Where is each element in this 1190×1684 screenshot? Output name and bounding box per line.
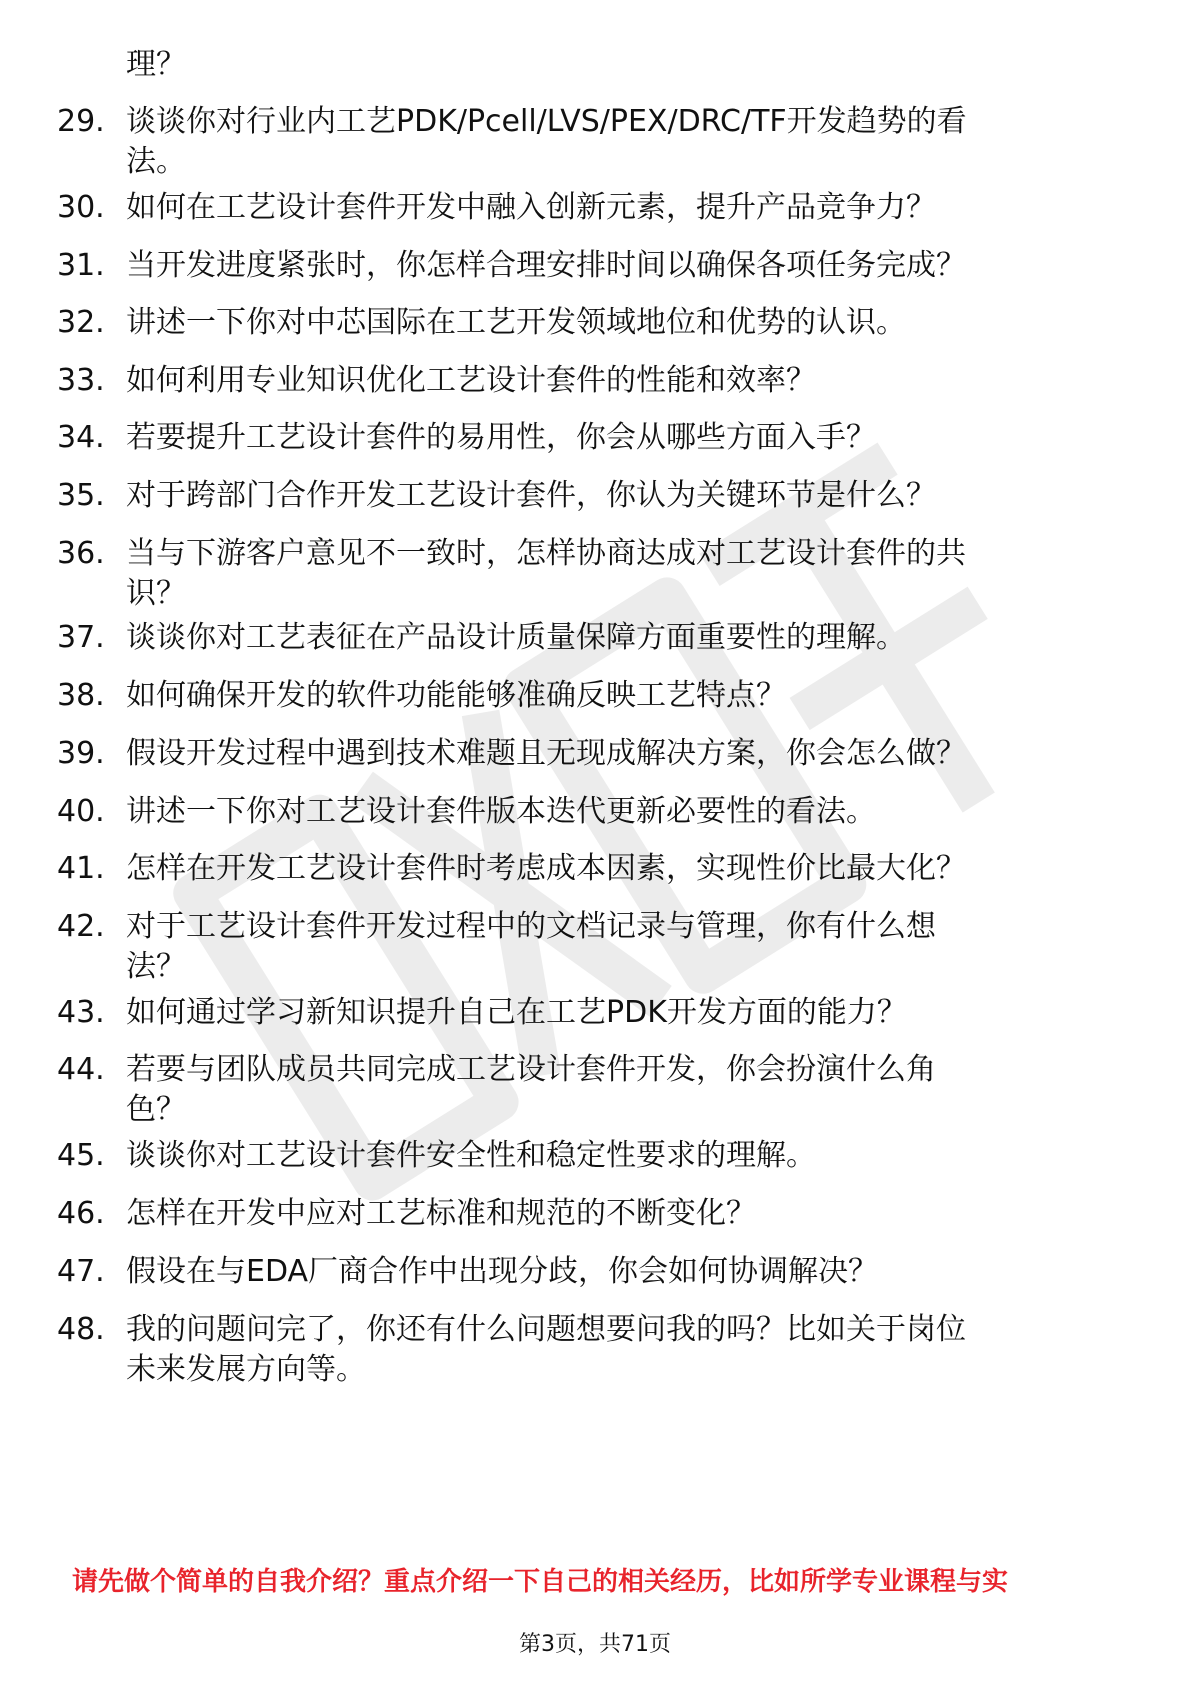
question-text: 当开发进度紧张时，你怎样合理安排时间以确保各项任务完成？ xyxy=(126,248,966,283)
question-number: 38. xyxy=(57,678,105,713)
question-text: 假设在与EDA厂商合作中出现分歧，你会如何协调解决？ xyxy=(126,1254,879,1289)
question-number: 43. xyxy=(57,995,105,1030)
question-number: 35. xyxy=(57,478,105,513)
question-text: 如何确保开发的软件功能能够准确反映工艺特点？ xyxy=(126,678,786,713)
question-number: 45. xyxy=(57,1138,105,1173)
question-text: 谈谈你对工艺表征在产品设计质量保障方面重要性的理解。 xyxy=(126,620,906,655)
question-text: 谈谈你对行业内工艺PDK/Pcell/LVS/PEX/DRC/TF开发趋势的看 xyxy=(126,104,967,139)
question-text: 如何通过学习新知识提升自己在工艺PDK开发方面的能力？ xyxy=(126,995,907,1030)
question-text: 法。 xyxy=(126,144,186,179)
question-text: 假设开发过程中遇到技术难题且无现成解决方案，你会怎么做？ xyxy=(126,736,966,771)
question-number: 41. xyxy=(57,851,105,886)
question-number: 39. xyxy=(57,736,105,771)
question-text: 如何利用专业知识优化工艺设计套件的性能和效率？ xyxy=(126,363,816,398)
question-text: 谈谈你对工艺设计套件安全性和稳定性要求的理解。 xyxy=(126,1138,816,1173)
question-number: 44. xyxy=(57,1052,105,1087)
question-number: 48. xyxy=(57,1312,105,1347)
question-text: 怎样在开发中应对工艺标准和规范的不断变化？ xyxy=(126,1196,756,1231)
question-number: 32. xyxy=(57,305,105,340)
question-text: 如何在工艺设计套件开发中融入创新元素，提升产品竞争力？ xyxy=(126,190,936,225)
question-text: 若要提升工艺设计套件的易用性，你会从哪些方面入手？ xyxy=(126,420,876,455)
question-number: 42. xyxy=(57,909,105,944)
question-text: 法？ xyxy=(126,949,186,984)
question-number: 47. xyxy=(57,1254,105,1289)
question-number: 29. xyxy=(57,104,105,139)
question-text: 色？ xyxy=(126,1092,186,1127)
question-text: 当与下游客户意见不一致时，怎样协商达成对工艺设计套件的共 xyxy=(126,536,966,571)
question-text: 我的问题问完了，你还有什么问题想要问我的吗？比如关于岗位 xyxy=(126,1312,966,1347)
footer-note: 请先做个简单的自我介绍？重点介绍一下自己的相关经历，比如所学专业课程与实 xyxy=(72,1567,1009,1597)
continuation-text: 理？ xyxy=(126,47,186,82)
question-number: 36. xyxy=(57,536,105,571)
question-number: 30. xyxy=(57,190,105,225)
question-text: 怎样在开发工艺设计套件时考虑成本因素，实现性价比最大化？ xyxy=(126,851,966,886)
question-text: 若要与团队成员共同完成工艺设计套件开发，你会扮演什么角 xyxy=(126,1052,936,1087)
question-text: 识？ xyxy=(126,576,186,611)
question-text: 对于跨部门合作开发工艺设计套件，你认为关键环节是什么？ xyxy=(126,478,936,513)
question-number: 40. xyxy=(57,794,105,829)
question-text: 讲述一下你对工艺设计套件版本迭代更新必要性的看法。 xyxy=(126,794,876,829)
question-text: 未来发展方向等。 xyxy=(126,1352,366,1387)
question-text: 对于工艺设计套件开发过程中的文档记录与管理，你有什么想 xyxy=(126,909,936,944)
page-indicator: 第3页，共71页 xyxy=(519,1632,671,1657)
question-text: 讲述一下你对中芯国际在工艺开发领域地位和优势的认识。 xyxy=(126,305,906,340)
question-number: 33. xyxy=(57,363,105,398)
question-number: 31. xyxy=(57,248,105,283)
question-number: 46. xyxy=(57,1196,105,1231)
question-number: 34. xyxy=(57,420,105,455)
question-number: 37. xyxy=(57,620,105,655)
